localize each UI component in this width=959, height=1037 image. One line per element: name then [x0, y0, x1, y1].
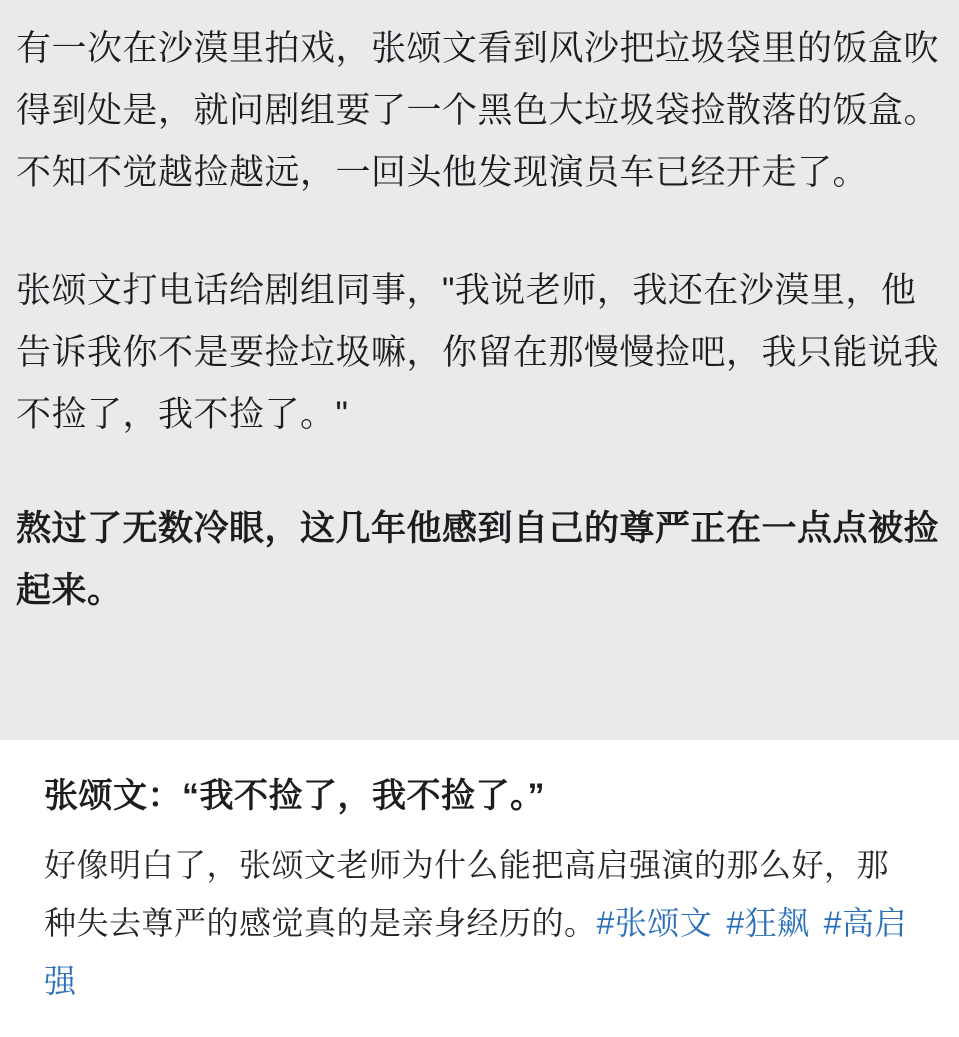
paragraph-spacer — [16, 204, 943, 260]
paragraph-spacer — [16, 446, 943, 498]
caption-body-text: 好像明白了，张颂文老师为什么能把高启强演的那么好，那种失去尊严的感觉真的是亲身经历的。 — [44, 847, 890, 941]
caption-title: 张颂文：“我不捡了，我不捡了。” — [44, 777, 545, 815]
hashtag-zhangsongwen[interactable]: #张颂文 — [596, 905, 713, 941]
hashtag-gaoqiqiang[interactable]: #高启强 — [44, 905, 907, 999]
hashtag-kuangbiao[interactable]: #狂飙 — [726, 905, 810, 941]
article-paragraph-3: 熬过了无数冷眼，这几年他感到自己的尊严正在一点点被捡起来。 — [16, 509, 940, 610]
caption-body — [44, 836, 915, 1010]
caption-block — [0, 740, 959, 1010]
article-paragraph-1: 有一次在沙漠里拍戏，张颂文看到风沙把垃圾袋里的饭盒吹得到处是，就问剧组要了一个黑色大垃圾袋捡散落的饭盒。不知不觉越捡越远，一回头他发现演员车已经开走了。 — [16, 29, 940, 192]
article-paragraph-2: 张颂文打电话给剧组同事，"我说老师，我还在沙漠里，他告诉我你不是要捡垃圾嘛，你留在那慢慢捡吧，我只能说我不捡了，我不捡了。" — [16, 271, 940, 434]
